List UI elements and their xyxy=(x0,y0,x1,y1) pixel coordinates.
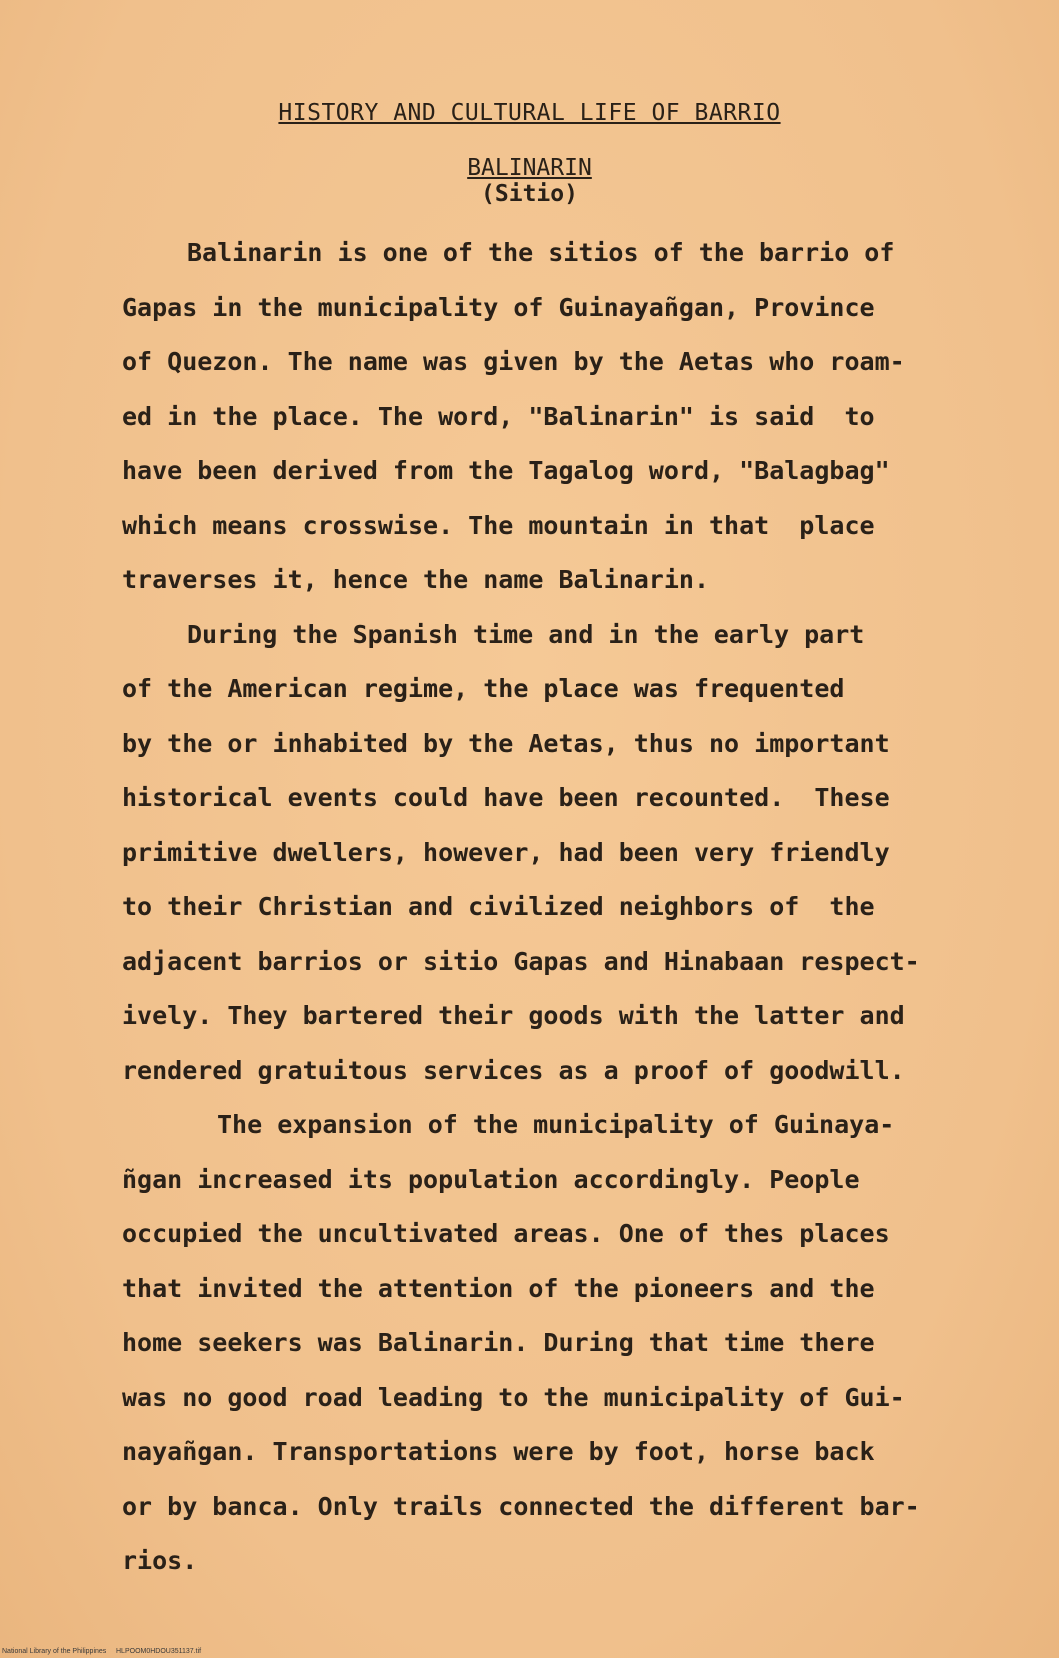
page-title: HISTORY AND CULTURAL LIFE OF BARRIO xyxy=(278,100,781,126)
text-line: adjacent barrios or sitio Gapas and Hinabaan respect- xyxy=(122,946,920,976)
text-line: was no good road leading to the municipality of Gui- xyxy=(122,1382,905,1412)
text-line: primitive dwellers, however, had been very friendly xyxy=(122,837,890,867)
text-line: historical events could have been recounted. These xyxy=(122,783,890,812)
page-subtitle xyxy=(0,155,1059,207)
text-line: ively. They bartered their goods with the latter and xyxy=(122,1001,905,1030)
text-line: The expansion of the municipality of Guinaya- xyxy=(217,1110,895,1139)
text-line: have been derived from the Tagalog word, "Balagbag" xyxy=(122,456,890,485)
text-line: Balinarin is one of the sitios of the barrio of xyxy=(187,238,895,267)
text-line: ed in the place. The word, "Balinarin" is said to xyxy=(122,401,875,431)
text-line: rios. xyxy=(122,1546,198,1575)
text-line: traverses it, hence the name Balinarin. xyxy=(122,565,709,594)
subtitle-place: BALINARIN xyxy=(467,155,592,181)
paragraph-1 xyxy=(122,226,1002,608)
text-line: rendered gratuitous services as a proof of goodwill. xyxy=(122,1055,905,1085)
text-line: which means crosswise. The mountain in that place xyxy=(122,510,875,540)
subtitle-type: (Sitio) xyxy=(481,181,578,207)
text-line: occupied the uncultivated areas. One of thes places xyxy=(122,1219,890,1248)
paragraph-2 xyxy=(122,608,1002,1099)
text-line: During the Spanish time and in the early part xyxy=(187,619,865,649)
text-line: that invited the attention of the pioneers and the xyxy=(122,1273,875,1303)
text-line: to their Christian and civilized neighbors of the xyxy=(122,892,875,921)
paragraph-3 xyxy=(122,1098,1002,1589)
text-line: nayañgan. Transportations were by foot, horse back xyxy=(122,1437,875,1466)
text-line: of Quezon. The name was given by the Aetas who roam- xyxy=(122,347,905,376)
text-line: by the or inhabited by the Aetas, thus no important xyxy=(122,728,890,758)
text-line: or by banca. Only trails connected the different bar- xyxy=(122,1491,920,1521)
text-line: ñgan increased its population accordingly. People xyxy=(122,1164,860,1194)
scan-footer: National Library of the Philippines HLPOOM0HDOU351137.tif xyxy=(2,1648,202,1655)
text-line: home seekers was Balinarin. During that time there xyxy=(122,1328,875,1357)
text-line: of the American regime, the place was frequented xyxy=(122,674,845,703)
document-body xyxy=(122,226,1002,1589)
text-line: Gapas in the municipality of Guinayañgan, Province xyxy=(122,292,875,322)
